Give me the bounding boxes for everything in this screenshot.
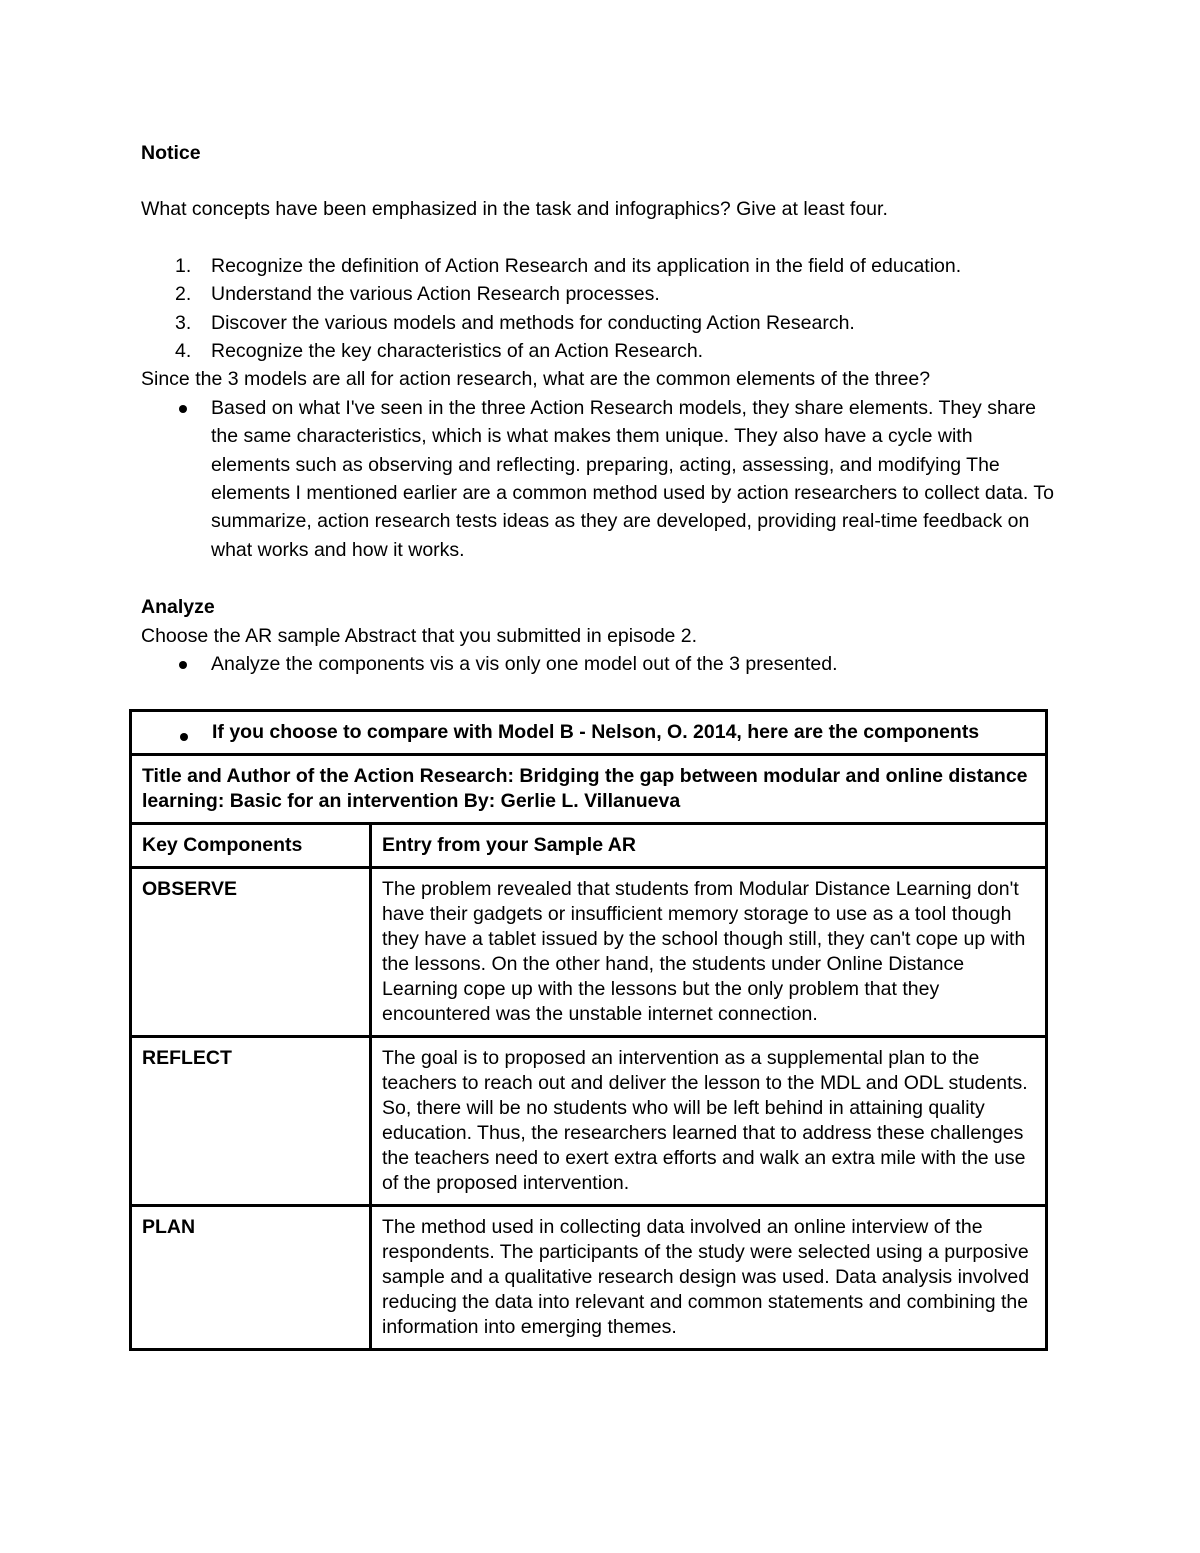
bullet-icon — [179, 661, 187, 669]
document-body — [141, 139, 1056, 679]
entry-cell: The problem revealed that students from Modular Distance Learning don't have their gadgets or insufficient memory storage to use as a tool though they have a tablet issued by the school though still, they can't cope up with the lessons. On the other hand, the students under Online Distance Learning cope up with the lessons but the only problem that they encountered was the unstable internet connection. — [371, 868, 1047, 1037]
table-row — [131, 1037, 1047, 1206]
title-author-cell: Title and Author of the Action Research: Bridging the gap between modular and online distance learning: Basic for an intervention By: Gerlie L. Villanueva — [131, 755, 1047, 824]
column-header-key-components: Key Components — [131, 824, 371, 868]
bullet-icon — [180, 733, 188, 741]
list-item — [141, 650, 1056, 678]
list-number: 1. — [175, 254, 192, 277]
notice-heading: Notice — [141, 142, 201, 164]
notice-question-2: Since the 3 models are all for action research, what are the common elements of the three? — [141, 368, 931, 391]
list-item — [141, 394, 1056, 564]
table-header-row — [131, 824, 1047, 868]
component-cell: OBSERVE — [131, 868, 371, 1037]
list-item — [141, 309, 1056, 337]
component-cell: REFLECT — [131, 1037, 371, 1206]
answer-list — [141, 394, 1056, 564]
table-row — [131, 1206, 1047, 1350]
component-cell: PLAN — [131, 1206, 371, 1350]
concepts-list — [141, 252, 1056, 366]
table-row — [131, 755, 1047, 824]
list-item — [141, 337, 1056, 365]
column-header-entry: Entry from your Sample AR — [371, 824, 1047, 868]
list-number: 4. — [175, 340, 192, 363]
analyze-list — [141, 650, 1056, 678]
list-item — [141, 280, 1056, 308]
analyze-bullet-text: Analyze the components vis a vis only one model out of the 3 presented. — [211, 653, 838, 676]
answer-text: Based on what I've seen in the three Action Research models, they share elements. They share the same characteristics, which is what makes them unique. They also have a cycle with elements such as observing and reflecting. preparing, acting, assessing, and modifying The elements I mentioned earlier are a common method used by action researchers to collect data. To summarize, action research tests ideas as they are developed, providing real-time feedback on what works and how it works. — [211, 396, 1054, 561]
list-number: 2. — [175, 283, 192, 306]
list-item — [141, 252, 1056, 280]
list-item-text: Recognize the key characteristics of an Action Research. — [211, 340, 704, 363]
list-item-text: Recognize the definition of Action Research and its application in the field of education. — [211, 254, 962, 277]
model-header-text: If you choose to compare with Model B - Nelson, O. 2014, here are the components — [212, 721, 980, 743]
table-row — [131, 868, 1047, 1037]
ar-components-table — [129, 709, 1048, 1351]
analyze-heading: Analyze — [141, 596, 215, 619]
list-item-text: Understand the various Action Research processes. — [211, 283, 660, 306]
table-row — [131, 711, 1047, 755]
analyze-instruction: Choose the AR sample Abstract that you submitted in episode 2. — [141, 624, 698, 647]
notice-question: What concepts have been emphasized in the task and infographics? Give at least four. — [141, 198, 888, 221]
bullet-icon — [179, 405, 187, 413]
entry-cell: The goal is to proposed an intervention as a supplemental plan to the teachers to reach out and deliver the lesson to the MDL and ODL students. So, there will be no students who will be left behind in attaining quality education. Thus, the researchers learned that to address these challenges the teachers need to exert extra efforts and walk an extra mile with the use of the proposed intervention. — [371, 1037, 1047, 1206]
entry-cell: The method used in collecting data involved an online interview of the respondents. The participants of the study were selected using a purposive sample and a qualitative research design was used. Data analysis involved reducing the data into relevant and common statements and combining the information into emerging themes. — [371, 1206, 1047, 1350]
list-item-text: Discover the various models and methods for conducting Action Research. — [211, 311, 855, 334]
model-header-cell — [131, 711, 1047, 755]
list-number: 3. — [175, 311, 192, 334]
